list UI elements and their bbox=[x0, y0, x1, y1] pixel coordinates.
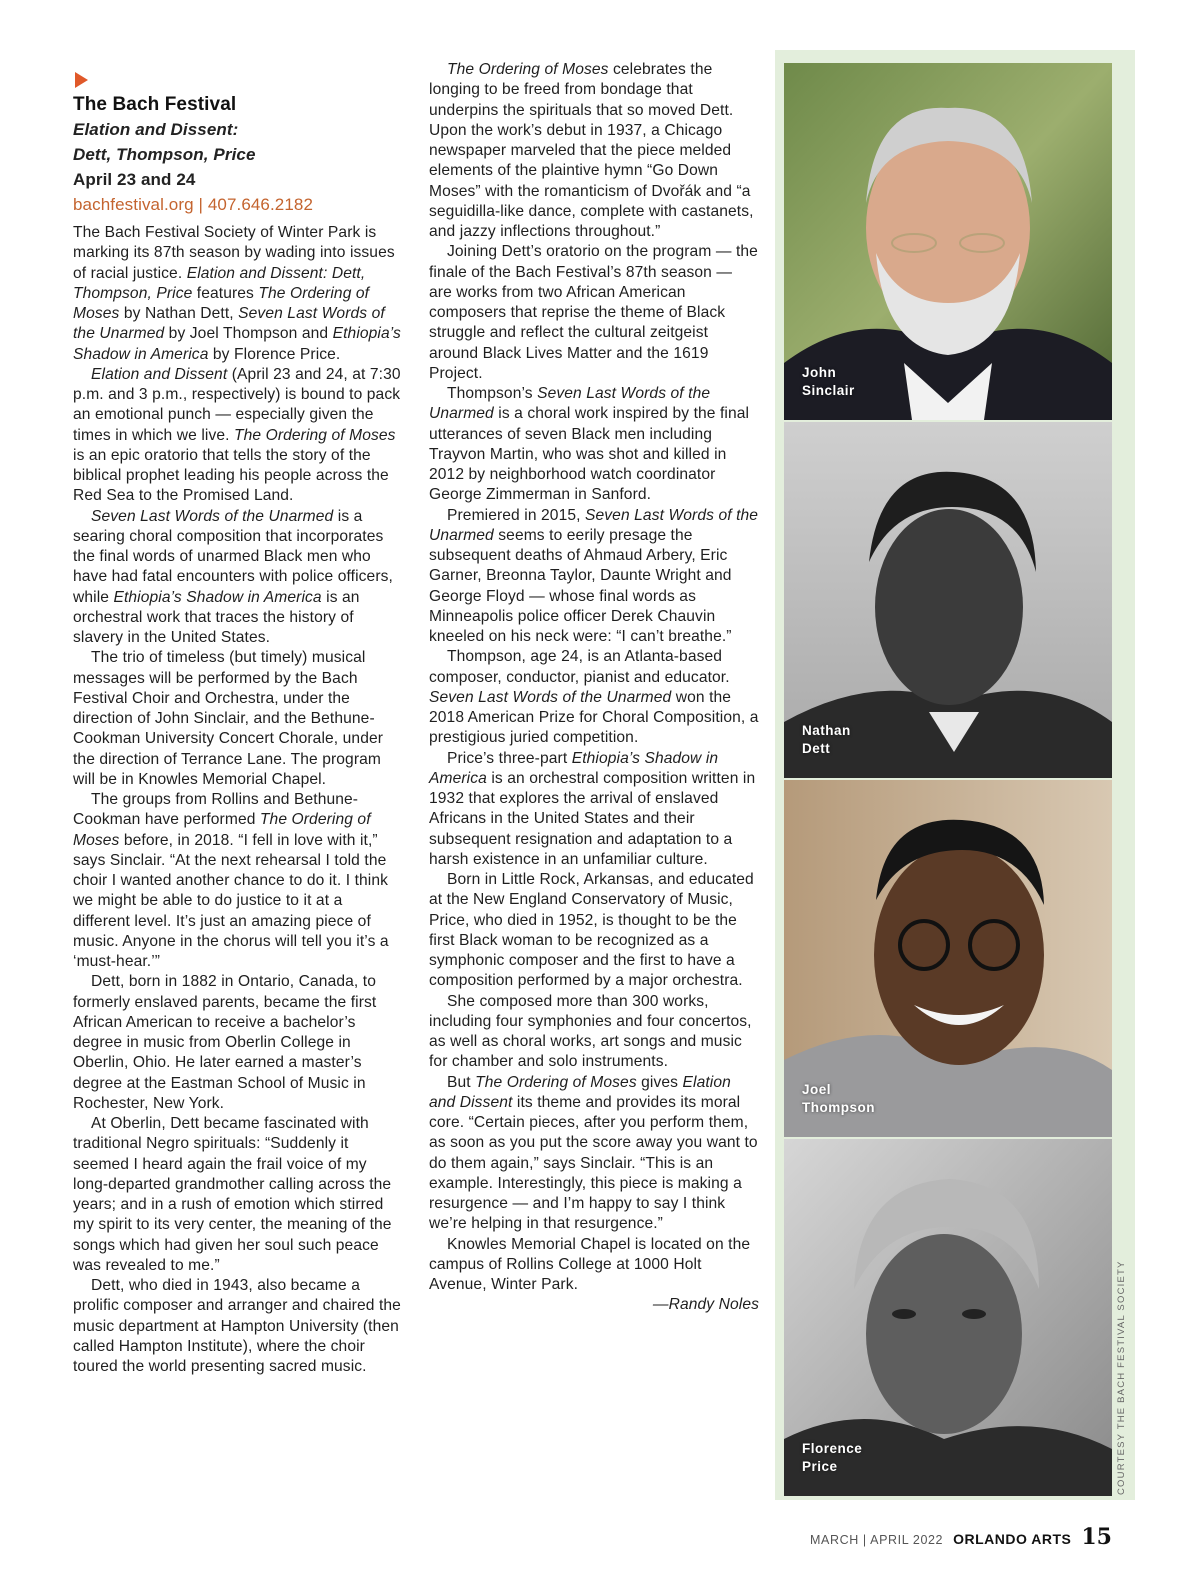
byline: —Randy Noles bbox=[652, 1296, 759, 1314]
photo-credit: COURTESY THE BACH FESTIVAL SOCIETY bbox=[1116, 1260, 1127, 1495]
article-paragraph: Thompson’s Seven Last Words of the Unarmed is a choral work inspired by the final utterances of seven Black men including Trayvon Martin, who was shot and killed in 2012 by neighborhood watch coordinator George Zimmerman in Sanford. bbox=[429, 385, 750, 504]
article-paragraph: The Bach Festival Society of Winter Park is marking its 87th season by wading into issues of racial justice. Elation and Dissent: Dett, Thompson, Price features The Ordering of Moses by Nathan Dett, Seven Last Words of the Unarmed by Joel Thompson and Ethiopia’s Shadow in America by Florence Price. bbox=[73, 224, 401, 363]
article-paragraph: Seven Last Words of the Unarmed is a searing choral composition that incorporates the final words of unarmed Black men who have had fatal encounters with police officers, while Ethiopia’s Shadow in America is an orchestral work that traces the history of slavery in the United States. bbox=[73, 507, 393, 646]
photo-caption: John Sinclair bbox=[802, 365, 855, 398]
event-title: The Bach Festival bbox=[73, 94, 237, 115]
article-column-middle bbox=[429, 60, 759, 1316]
article-paragraph: Thompson, age 24, is an Atlanta-based composer, conductor, pianist and educator. Seven Last Words of the Unarmed won the 2018 American Prize for Choral Composition, a prestigious juried competition. bbox=[429, 648, 759, 747]
article-paragraph: Joining Dett’s oratorio on the program — the finale of the Bach Festival’s 87th season — are works from two African American composers that reprise the theme of Black struggle and reflect the cultural zeitgeist around Black Lives Matter and the 1619 Project. bbox=[429, 243, 758, 382]
article-paragraph: At Oberlin, Dett became fascinated with traditional Negro spirituals: “Suddenly it seemed I heard again the frail voice of my long-departed grandmother calling across the years; and in a rush of emotion which stirred my spirit to its very center, the meaning of the songs which had given her soul such peace was revealed to me.” bbox=[73, 1115, 392, 1274]
article-paragraph: Dett, who died in 1943, also became a prolific composer and arranger and chaired the music department at Hampton University (then called Hampton Institute), where the choir toured the world presenting sacred music. bbox=[73, 1277, 401, 1375]
article-paragraph: Price’s three-part Ethiopia’s Shadow in America is an orchestral composition written in 1932 that explores the arrival of enslaved Africans in the United States and their subsequent resignation and adaptation to a harsh existence in an unfamiliar culture. bbox=[429, 749, 756, 868]
article-paragraph: Premiered in 2015, Seven Last Words of the Unarmed seems to eerily presage the subsequent deaths of Ahmaud Arbery, Eric Garner, Breonna Taylor, Daunte Wright and George Floyd — whose final words as Minneapolis police officer Derek Chauvin kneeled on his neck were: “I can’t breathe.” bbox=[429, 506, 759, 645]
article-paragraph: The groups from Rollins and Bethune-Cookman have performed The Ordering of Moses before, in 2018. “I fell in love with it,” says Sinclair. “At the next rehearsal I told the choir I wanted another chance to do it. I think we might be able to do justice to it at a different level. It’s just an amazing piece of music. Anyone in the chorus will tell you it’s a ‘must-hear.’” bbox=[73, 791, 389, 970]
article-paragraph: Elation and Dissent (April 23 and 24, at 7:30 p.m. and 3 p.m., respectively) is bound to pack an emotional punch — especially given the times in which we live. The Ordering of Moses is an epic oratorio that tells the story of the biblical prophet leading his people across the Red Sea to the Promised Land. bbox=[73, 365, 401, 505]
event-dates: April 23 and 24 bbox=[73, 170, 196, 189]
article-paragraph: Born in Little Rock, Arkansas, and educated at the New England Conservatory of Music, Price, who died in 1952, is thought to be the first Black woman to be recognized as a symphonic composer and the first to have a composition performed by a major orchestra. bbox=[429, 871, 754, 990]
photo-caption: Joel Thompson bbox=[802, 1082, 875, 1115]
article-paragraph: Dett, born in 1882 in Ontario, Canada, to formerly enslaved parents, became the first African American to receive a bachelor’s degree in music from Oberlin College in Oberlin, Ohio. He later earned a master’s degree at the Eastman School of Music in Rochester, New York. bbox=[73, 973, 377, 1112]
article-paragraph: But The Ordering of Moses gives Elation and Dissent its theme and provides its moral core. “Certain pieces, after you perform them, as soon as you put the score away you want to do them again,” says Sinclair. “This is an example. Interestingly, this piece is making a resurgence — and I’m happy to say I think we’re helping in that resurgence.” bbox=[429, 1073, 758, 1233]
photo-caption: Nathan Dett bbox=[802, 723, 851, 756]
event-subtitle-line-1: Elation and Dissent: bbox=[73, 120, 239, 139]
article-paragraph: The trio of timeless (but timely) musical messages will be performed by the Bach Festival Choir and Orchestra, under the direction of John Sinclair, and the Bethune-Cookman University Concert Chorale, under the direction of Terrance Lane. The program will be in Knowles Memorial Chapel. bbox=[73, 649, 384, 788]
photo-florence-price bbox=[784, 1139, 1112, 1496]
article-paragraph: The Ordering of Moses celebrates the longing to be freed from bondage that underpins the spirituals that so moved Dett. Upon the work’s debut in 1937, a Chicago newspaper marveled that the piece melded elements of the plaintive hymn “Go Down Moses” with the romanticism of Dvořák and “a seguidilla-like dance, complete with castanets, and jazzy inflections throughout.” bbox=[429, 61, 754, 240]
photo-joel-thompson bbox=[784, 780, 1112, 1137]
page-footer bbox=[810, 1524, 1112, 1550]
magazine-name: ORLANDO ARTS bbox=[953, 1531, 1072, 1547]
page-number: 15 bbox=[1081, 1524, 1112, 1550]
event-contact-link[interactable]: bachfestival.org | 407.646.2182 bbox=[73, 195, 314, 214]
photo-nathan-dett bbox=[784, 422, 1112, 778]
article-paragraph: She composed more than 300 works, including four symphonies and four concertos, as well as choral works, art songs and music for chamber and solo instruments. bbox=[429, 992, 752, 1071]
play-arrow-icon bbox=[75, 72, 88, 88]
issue-date: MARCH | APRIL 2022 bbox=[810, 1533, 944, 1547]
article-paragraph: Knowles Memorial Chapel is located on the campus of Rollins College at 1000 Holt Avenue, Winter Park. bbox=[429, 1235, 751, 1293]
article-column-left bbox=[73, 60, 403, 1377]
photo-john-sinclair bbox=[784, 63, 1112, 420]
event-subtitle-line-2: Dett, Thompson, Price bbox=[73, 145, 256, 164]
photo-caption: Florence Price bbox=[802, 1441, 863, 1474]
